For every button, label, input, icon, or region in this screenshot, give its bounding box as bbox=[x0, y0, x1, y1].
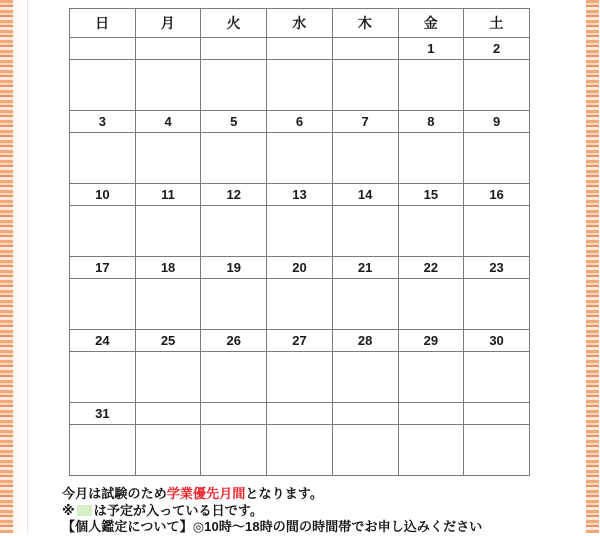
day-cell-8[interactable] bbox=[398, 133, 464, 184]
day-cell-30[interactable] bbox=[464, 352, 530, 403]
note-line-2-prefix: ※ bbox=[62, 502, 75, 518]
day-number-25[interactable]: 25 bbox=[135, 330, 201, 352]
day-cell-24[interactable] bbox=[70, 352, 136, 403]
day-cell-empty bbox=[135, 425, 201, 476]
day-number-15[interactable]: 15 bbox=[398, 184, 464, 206]
calendar-content-row bbox=[70, 425, 530, 476]
day-number-7[interactable]: 7 bbox=[332, 111, 398, 133]
calendar-header bbox=[70, 9, 530, 38]
day-number-22[interactable]: 22 bbox=[398, 257, 464, 279]
day-number-1[interactable]: 1 bbox=[398, 38, 464, 60]
day-cell-5[interactable] bbox=[201, 133, 267, 184]
day-number-empty bbox=[398, 403, 464, 425]
day-cell-31[interactable] bbox=[70, 425, 136, 476]
day-cell-7[interactable] bbox=[332, 133, 398, 184]
day-cell-11[interactable] bbox=[135, 206, 201, 257]
day-cell-17[interactable] bbox=[70, 279, 136, 330]
weekday-header-0: 日 bbox=[70, 9, 136, 38]
calendar-content-row bbox=[70, 279, 530, 330]
day-number-empty bbox=[332, 38, 398, 60]
day-number-empty bbox=[201, 38, 267, 60]
calendar-date-row bbox=[70, 257, 530, 279]
day-number-17[interactable]: 17 bbox=[70, 257, 136, 279]
day-number-empty bbox=[267, 38, 333, 60]
day-number-30[interactable]: 30 bbox=[464, 330, 530, 352]
day-number-14[interactable]: 14 bbox=[332, 184, 398, 206]
note-line-1-prefix: 今月は試験のため bbox=[62, 486, 167, 501]
day-number-4[interactable]: 4 bbox=[135, 111, 201, 133]
day-cell-empty bbox=[267, 425, 333, 476]
day-number-9[interactable]: 9 bbox=[464, 111, 530, 133]
day-number-28[interactable]: 28 bbox=[332, 330, 398, 352]
day-cell-empty bbox=[464, 425, 530, 476]
day-cell-25[interactable] bbox=[135, 352, 201, 403]
day-cell-9[interactable] bbox=[464, 133, 530, 184]
day-cell-3[interactable] bbox=[70, 133, 136, 184]
day-cell-26[interactable] bbox=[201, 352, 267, 403]
day-cell-15[interactable] bbox=[398, 206, 464, 257]
calendar-body bbox=[70, 38, 530, 476]
calendar-content-row bbox=[70, 133, 530, 184]
day-number-empty bbox=[70, 38, 136, 60]
calendar-content-row bbox=[70, 60, 530, 111]
day-number-27[interactable]: 27 bbox=[267, 330, 333, 352]
weekday-header-6: 土 bbox=[464, 9, 530, 38]
day-cell-13[interactable] bbox=[267, 206, 333, 257]
day-cell-4[interactable] bbox=[135, 133, 201, 184]
day-number-empty bbox=[135, 38, 201, 60]
calendar-notes bbox=[62, 486, 562, 536]
day-cell-14[interactable] bbox=[332, 206, 398, 257]
weekday-header-row bbox=[70, 9, 530, 38]
day-number-18[interactable]: 18 bbox=[135, 257, 201, 279]
day-number-3[interactable]: 3 bbox=[70, 111, 136, 133]
day-cell-6[interactable] bbox=[267, 133, 333, 184]
day-number-empty bbox=[267, 403, 333, 425]
day-cell-2[interactable] bbox=[464, 60, 530, 111]
day-cell-29[interactable] bbox=[398, 352, 464, 403]
day-cell-12[interactable] bbox=[201, 206, 267, 257]
weekday-header-5: 金 bbox=[398, 9, 464, 38]
day-cell-16[interactable] bbox=[464, 206, 530, 257]
day-cell-10[interactable] bbox=[70, 206, 136, 257]
day-cell-27[interactable] bbox=[267, 352, 333, 403]
day-cell-22[interactable] bbox=[398, 279, 464, 330]
calendar-date-row bbox=[70, 403, 530, 425]
day-cell-28[interactable] bbox=[332, 352, 398, 403]
day-number-13[interactable]: 13 bbox=[267, 184, 333, 206]
day-cell-18[interactable] bbox=[135, 279, 201, 330]
note-line-3: 【個人鑑定について】◎10時～18時の間の時間帯でお申し込みください bbox=[62, 519, 483, 534]
weekday-header-3: 水 bbox=[267, 9, 333, 38]
day-number-23[interactable]: 23 bbox=[464, 257, 530, 279]
day-cell-empty bbox=[70, 60, 136, 111]
calendar-date-row bbox=[70, 184, 530, 206]
calendar-container bbox=[69, 8, 529, 476]
day-number-12[interactable]: 12 bbox=[201, 184, 267, 206]
day-number-empty bbox=[332, 403, 398, 425]
day-number-6[interactable]: 6 bbox=[267, 111, 333, 133]
note-line-1 bbox=[62, 486, 562, 503]
day-number-empty bbox=[201, 403, 267, 425]
day-cell-empty bbox=[201, 425, 267, 476]
page-content-divider bbox=[27, 0, 28, 533]
day-number-empty bbox=[135, 403, 201, 425]
day-number-empty bbox=[464, 403, 530, 425]
day-cell-21[interactable] bbox=[332, 279, 398, 330]
day-number-26[interactable]: 26 bbox=[201, 330, 267, 352]
day-number-5[interactable]: 5 bbox=[201, 111, 267, 133]
day-cell-1[interactable] bbox=[398, 60, 464, 111]
day-number-2[interactable]: 2 bbox=[464, 38, 530, 60]
day-cell-empty bbox=[332, 60, 398, 111]
day-number-29[interactable]: 29 bbox=[398, 330, 464, 352]
day-number-24[interactable]: 24 bbox=[70, 330, 136, 352]
weekday-header-2: 火 bbox=[201, 9, 267, 38]
day-number-16[interactable]: 16 bbox=[464, 184, 530, 206]
day-cell-23[interactable] bbox=[464, 279, 530, 330]
page-border-left-decoration bbox=[0, 0, 13, 533]
note-line-1-suffix: となります。 bbox=[245, 486, 323, 501]
day-cell-20[interactable] bbox=[267, 279, 333, 330]
calendar-date-row bbox=[70, 111, 530, 133]
day-number-20[interactable]: 20 bbox=[267, 257, 333, 279]
day-cell-empty bbox=[201, 60, 267, 111]
day-number-21[interactable]: 21 bbox=[332, 257, 398, 279]
day-number-8[interactable]: 8 bbox=[398, 111, 464, 133]
day-number-11[interactable]: 11 bbox=[135, 184, 201, 206]
day-cell-empty bbox=[267, 60, 333, 111]
day-cell-empty bbox=[135, 60, 201, 111]
day-number-10[interactable]: 10 bbox=[70, 184, 136, 206]
page-border-right-decoration bbox=[586, 0, 599, 533]
weekday-header-4: 木 bbox=[332, 9, 398, 38]
calendar-date-row bbox=[70, 38, 530, 60]
note-line-2 bbox=[62, 503, 562, 520]
calendar-content-row bbox=[70, 206, 530, 257]
shaded-day-legend-swatch bbox=[77, 505, 92, 516]
day-cell-empty bbox=[398, 425, 464, 476]
day-number-19[interactable]: 19 bbox=[201, 257, 267, 279]
weekday-header-1: 月 bbox=[135, 9, 201, 38]
day-number-31[interactable]: 31 bbox=[70, 403, 136, 425]
calendar-date-row bbox=[70, 330, 530, 352]
note-line-2-suffix: は予定が入っている日です。 bbox=[93, 502, 264, 518]
calendar-table bbox=[69, 8, 530, 476]
calendar-content-row bbox=[70, 352, 530, 403]
day-cell-19[interactable] bbox=[201, 279, 267, 330]
page-border-left-fade bbox=[13, 0, 27, 533]
day-cell-empty bbox=[332, 425, 398, 476]
note-line-1-highlight: 学業優先月間 bbox=[166, 486, 246, 501]
